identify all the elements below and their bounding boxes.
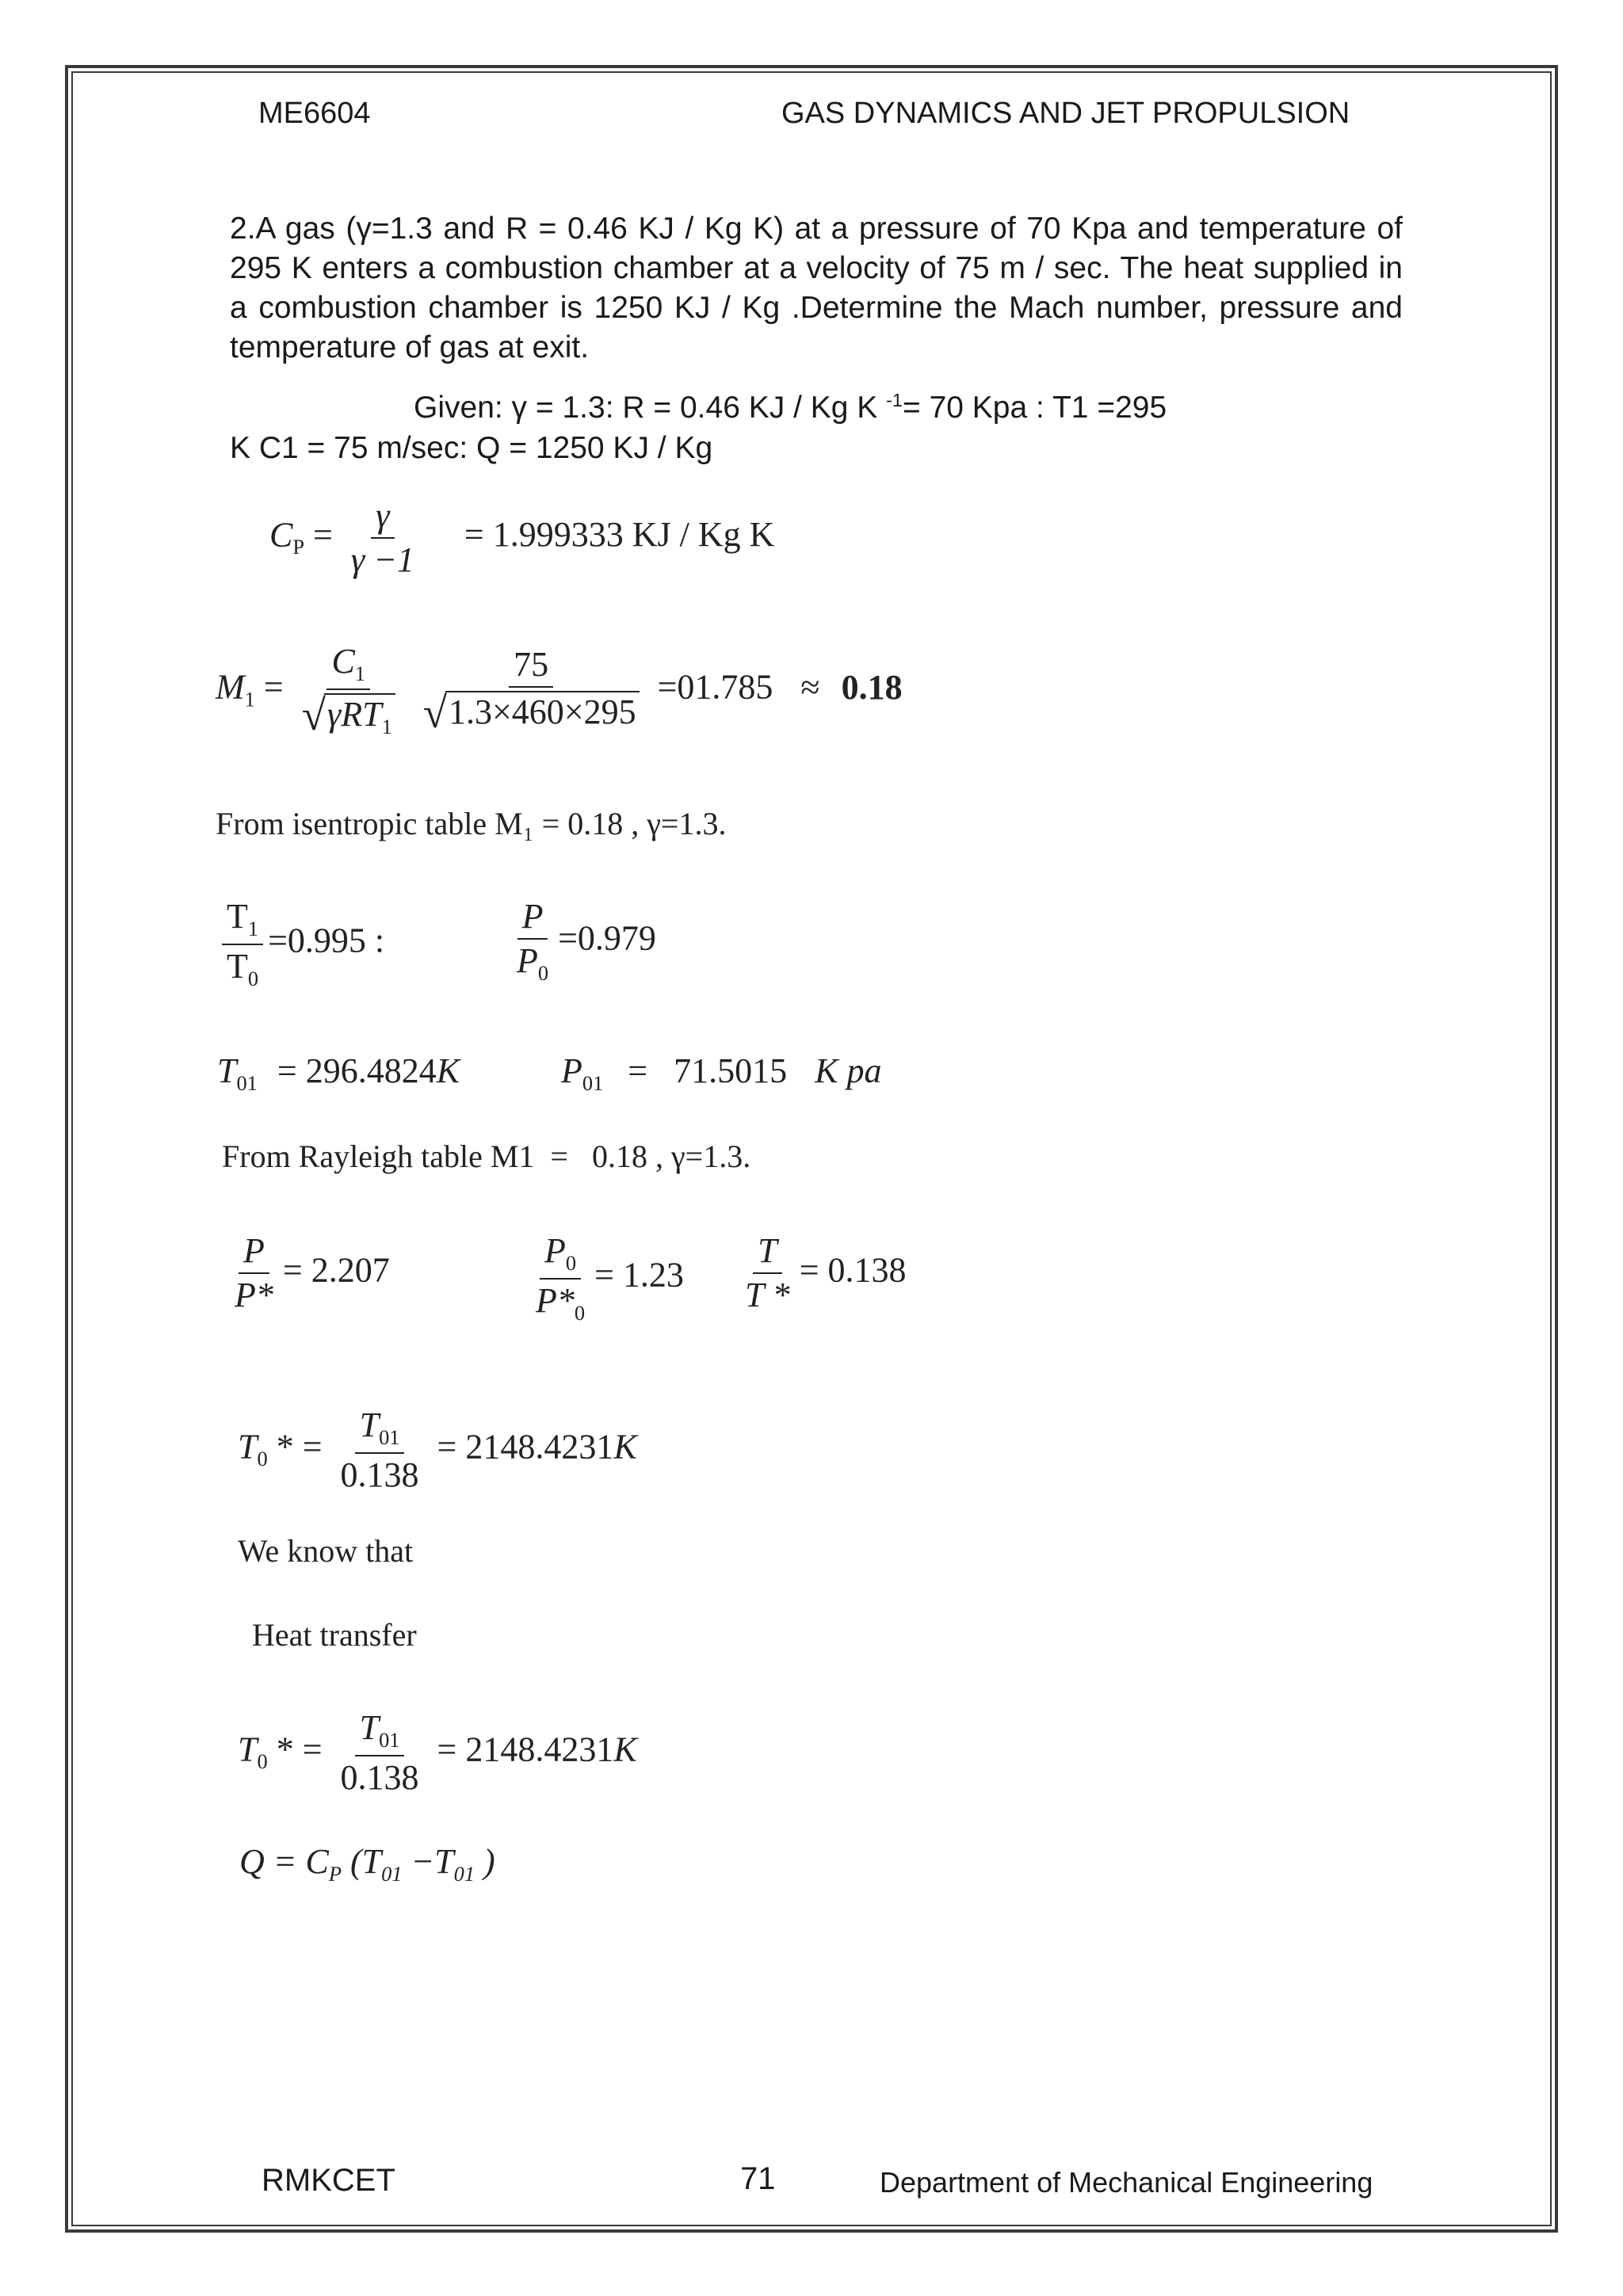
t0-star-2-den: 0.138 xyxy=(340,1757,419,1797)
mach-num1: C xyxy=(331,642,355,681)
ray-p0-num-sub: 0 xyxy=(565,1250,577,1275)
t-ratio-value: =0.995 : xyxy=(268,921,385,960)
mach-approx-sign: ≈ xyxy=(800,667,820,707)
cp-equation: $C_P$ = $\frac{\gamma}{\gamma -1}$ = 1.999333 KJ / Kg K xyxy=(269,496,775,580)
p01-value: = 71.5015 xyxy=(628,1051,788,1090)
t-ratio-den-sub: 0 xyxy=(247,966,259,990)
course-title: GAS DYNAMICS AND JET PROPULSION xyxy=(781,97,1350,130)
p-ratio-den: P xyxy=(517,941,538,981)
mach-result: =01.785 xyxy=(657,667,773,707)
t-ratio-fraction xyxy=(222,898,263,990)
we-know-that: We know that xyxy=(238,1533,414,1569)
pressure-ratio xyxy=(507,898,656,985)
mach-den2: 1.3×460×295 xyxy=(445,691,640,734)
p-ratio-value: =0.979 xyxy=(558,918,656,958)
t0-star-2-result: = 2148.4231 xyxy=(437,1730,614,1769)
given-line-1-sup: -1 xyxy=(886,390,903,410)
cp-den: γ −1 xyxy=(350,540,414,580)
t01-equation xyxy=(217,1051,460,1096)
ray-t-den: T * xyxy=(745,1276,790,1315)
ray-p0-den-sub: 0 xyxy=(574,1300,586,1325)
p01-label-sub: 01 xyxy=(582,1070,604,1095)
isentropic-line: From isentropic table M₁ = 0.18 , γ=1.3. xyxy=(216,806,727,841)
cp-lhs: C xyxy=(269,515,293,555)
ray-p0-fraction xyxy=(531,1233,590,1324)
t-ratio-num: T xyxy=(227,897,248,936)
ray-p0-den: P* xyxy=(536,1280,575,1320)
t0-star-1-den: 0.138 xyxy=(340,1455,419,1494)
mach-den1-sub: 1 xyxy=(381,714,392,738)
t01-unit: K xyxy=(436,1051,460,1090)
cp-result: = 1.999333 KJ / Kg K xyxy=(464,515,775,555)
t01-label-sub: 01 xyxy=(236,1070,258,1095)
mach-equation: $M_1$ = $C_1$ √ γRT$_1$ 75 √ 1.3×460×295 =01.785 ≈ 0.18 xyxy=(216,642,903,739)
ray-t-fraction xyxy=(740,1233,795,1314)
given-line-1-b: = 70 Kpa : T1 =295 xyxy=(902,391,1167,425)
temperature-ratio xyxy=(217,898,384,990)
ray-p0-num: P xyxy=(544,1231,566,1270)
cp-lhs-sub: P xyxy=(292,535,305,559)
rayleigh-line: From Rayleigh table M1 = 0.18 , γ=1.3. xyxy=(222,1138,751,1174)
p-ratio-fraction xyxy=(512,898,553,985)
rayleigh-stagnation-pressure-ratio xyxy=(526,1233,684,1324)
t01-value: = 296.4824 xyxy=(277,1051,437,1090)
ray-t-num: T xyxy=(753,1233,781,1274)
t0-star-1-fraction xyxy=(336,1407,424,1493)
q-eq-b: (T xyxy=(341,1842,382,1881)
given-line-1-a: Given: γ = 1.3: R = 0.46 KJ / Kg K xyxy=(414,391,887,425)
q-eq-c-sub: 01 xyxy=(453,1861,475,1886)
mach-approx-value: 0.18 xyxy=(841,667,903,707)
t0-star-2-fraction xyxy=(336,1710,424,1796)
t0-star-equation-2 xyxy=(238,1710,637,1796)
heat-transfer-label: Heat transfer xyxy=(252,1617,417,1653)
mach-lhs-sub: 1 xyxy=(244,687,255,711)
mach-lhs: M xyxy=(216,667,245,707)
mach-fraction-1: $C_1$ √ γRT$_1$ xyxy=(297,643,400,738)
course-code: ME6604 xyxy=(258,97,371,130)
rayleigh-temperature-ratio xyxy=(735,1233,907,1314)
mach-num2: 75 xyxy=(509,646,553,688)
t-ratio-den: T xyxy=(227,946,248,986)
rayleigh-pressure-ratio xyxy=(225,1233,390,1314)
heat-equation xyxy=(239,1841,495,1886)
page-number: 71 xyxy=(740,2161,776,2196)
t0-star-2-lhs-tail: * = xyxy=(267,1730,323,1769)
t0-star-equation-1 xyxy=(238,1407,637,1493)
q-eq-c: −T xyxy=(402,1842,454,1881)
p01-unit: K pa xyxy=(815,1051,882,1090)
cp-num: γ xyxy=(371,498,394,539)
t-ratio-num-sub: 1 xyxy=(247,916,259,940)
p01-equation xyxy=(561,1051,881,1096)
ray-p0-value: = 1.23 xyxy=(594,1255,684,1295)
mach-num1-sub: 1 xyxy=(354,661,365,685)
t0-star-2-num: T xyxy=(359,1708,380,1747)
ray-p-den: P* xyxy=(235,1276,273,1315)
t0-star-1-unit: K xyxy=(613,1427,637,1466)
ray-p-num: P xyxy=(239,1233,269,1274)
t0-star-2-lhs: T xyxy=(238,1730,258,1769)
t0-star-1-lhs-tail: * = xyxy=(267,1427,323,1466)
t0-star-1-lhs: T xyxy=(238,1427,258,1466)
cp-fraction xyxy=(346,498,419,578)
footer-institution: RMKCET xyxy=(262,2163,395,2198)
q-eq-d: ) xyxy=(475,1842,495,1881)
t0-star-1-num: T xyxy=(359,1405,380,1444)
t0-star-2-lhs-sub: 0 xyxy=(257,1749,268,1774)
t0-star-1-lhs-sub: 0 xyxy=(257,1447,268,1471)
given-line-1 xyxy=(414,390,1167,425)
given-line-2: K C1 = 75 m/sec: Q = 1250 KJ / Kg xyxy=(230,431,713,465)
footer-department: Department of Mechanical Engineering xyxy=(880,2166,1373,2199)
t01-label: T xyxy=(217,1051,237,1090)
q-eq-b-sub: 01 xyxy=(381,1861,403,1886)
ray-p-fraction xyxy=(230,1233,278,1314)
mach-fraction-2: 75 √ 1.3×460×295 xyxy=(418,646,644,734)
t0-star-2-num-sub: 01 xyxy=(379,1727,400,1752)
q-eq-a: Q = C xyxy=(239,1842,329,1881)
p-ratio-num: P xyxy=(517,898,548,940)
mach-den1: γRT xyxy=(327,694,382,734)
q-eq-a-sub: P xyxy=(328,1861,342,1886)
p-ratio-den-sub: 0 xyxy=(537,960,549,985)
problem-statement: 2.A gas (γ=1.3 and R = 0.46 KJ / Kg K) at a pressure of 70 Kpa and temperature of 295 K enters a combustion chamber at a velocity of 75 m / sec. The heat supplied in a combustion chamber is 1250 KJ / Kg .Determine the Mach number, pressure and temperature of gas at exit. xyxy=(230,212,1403,364)
t0-star-2-unit: K xyxy=(613,1730,637,1769)
ray-p-value: = 2.207 xyxy=(282,1250,390,1290)
t0-star-1-result: = 2148.4231 xyxy=(437,1427,614,1466)
t0-star-1-num-sub: 01 xyxy=(379,1425,400,1449)
p01-label: P xyxy=(561,1051,582,1090)
ray-t-value: = 0.138 xyxy=(799,1250,907,1290)
